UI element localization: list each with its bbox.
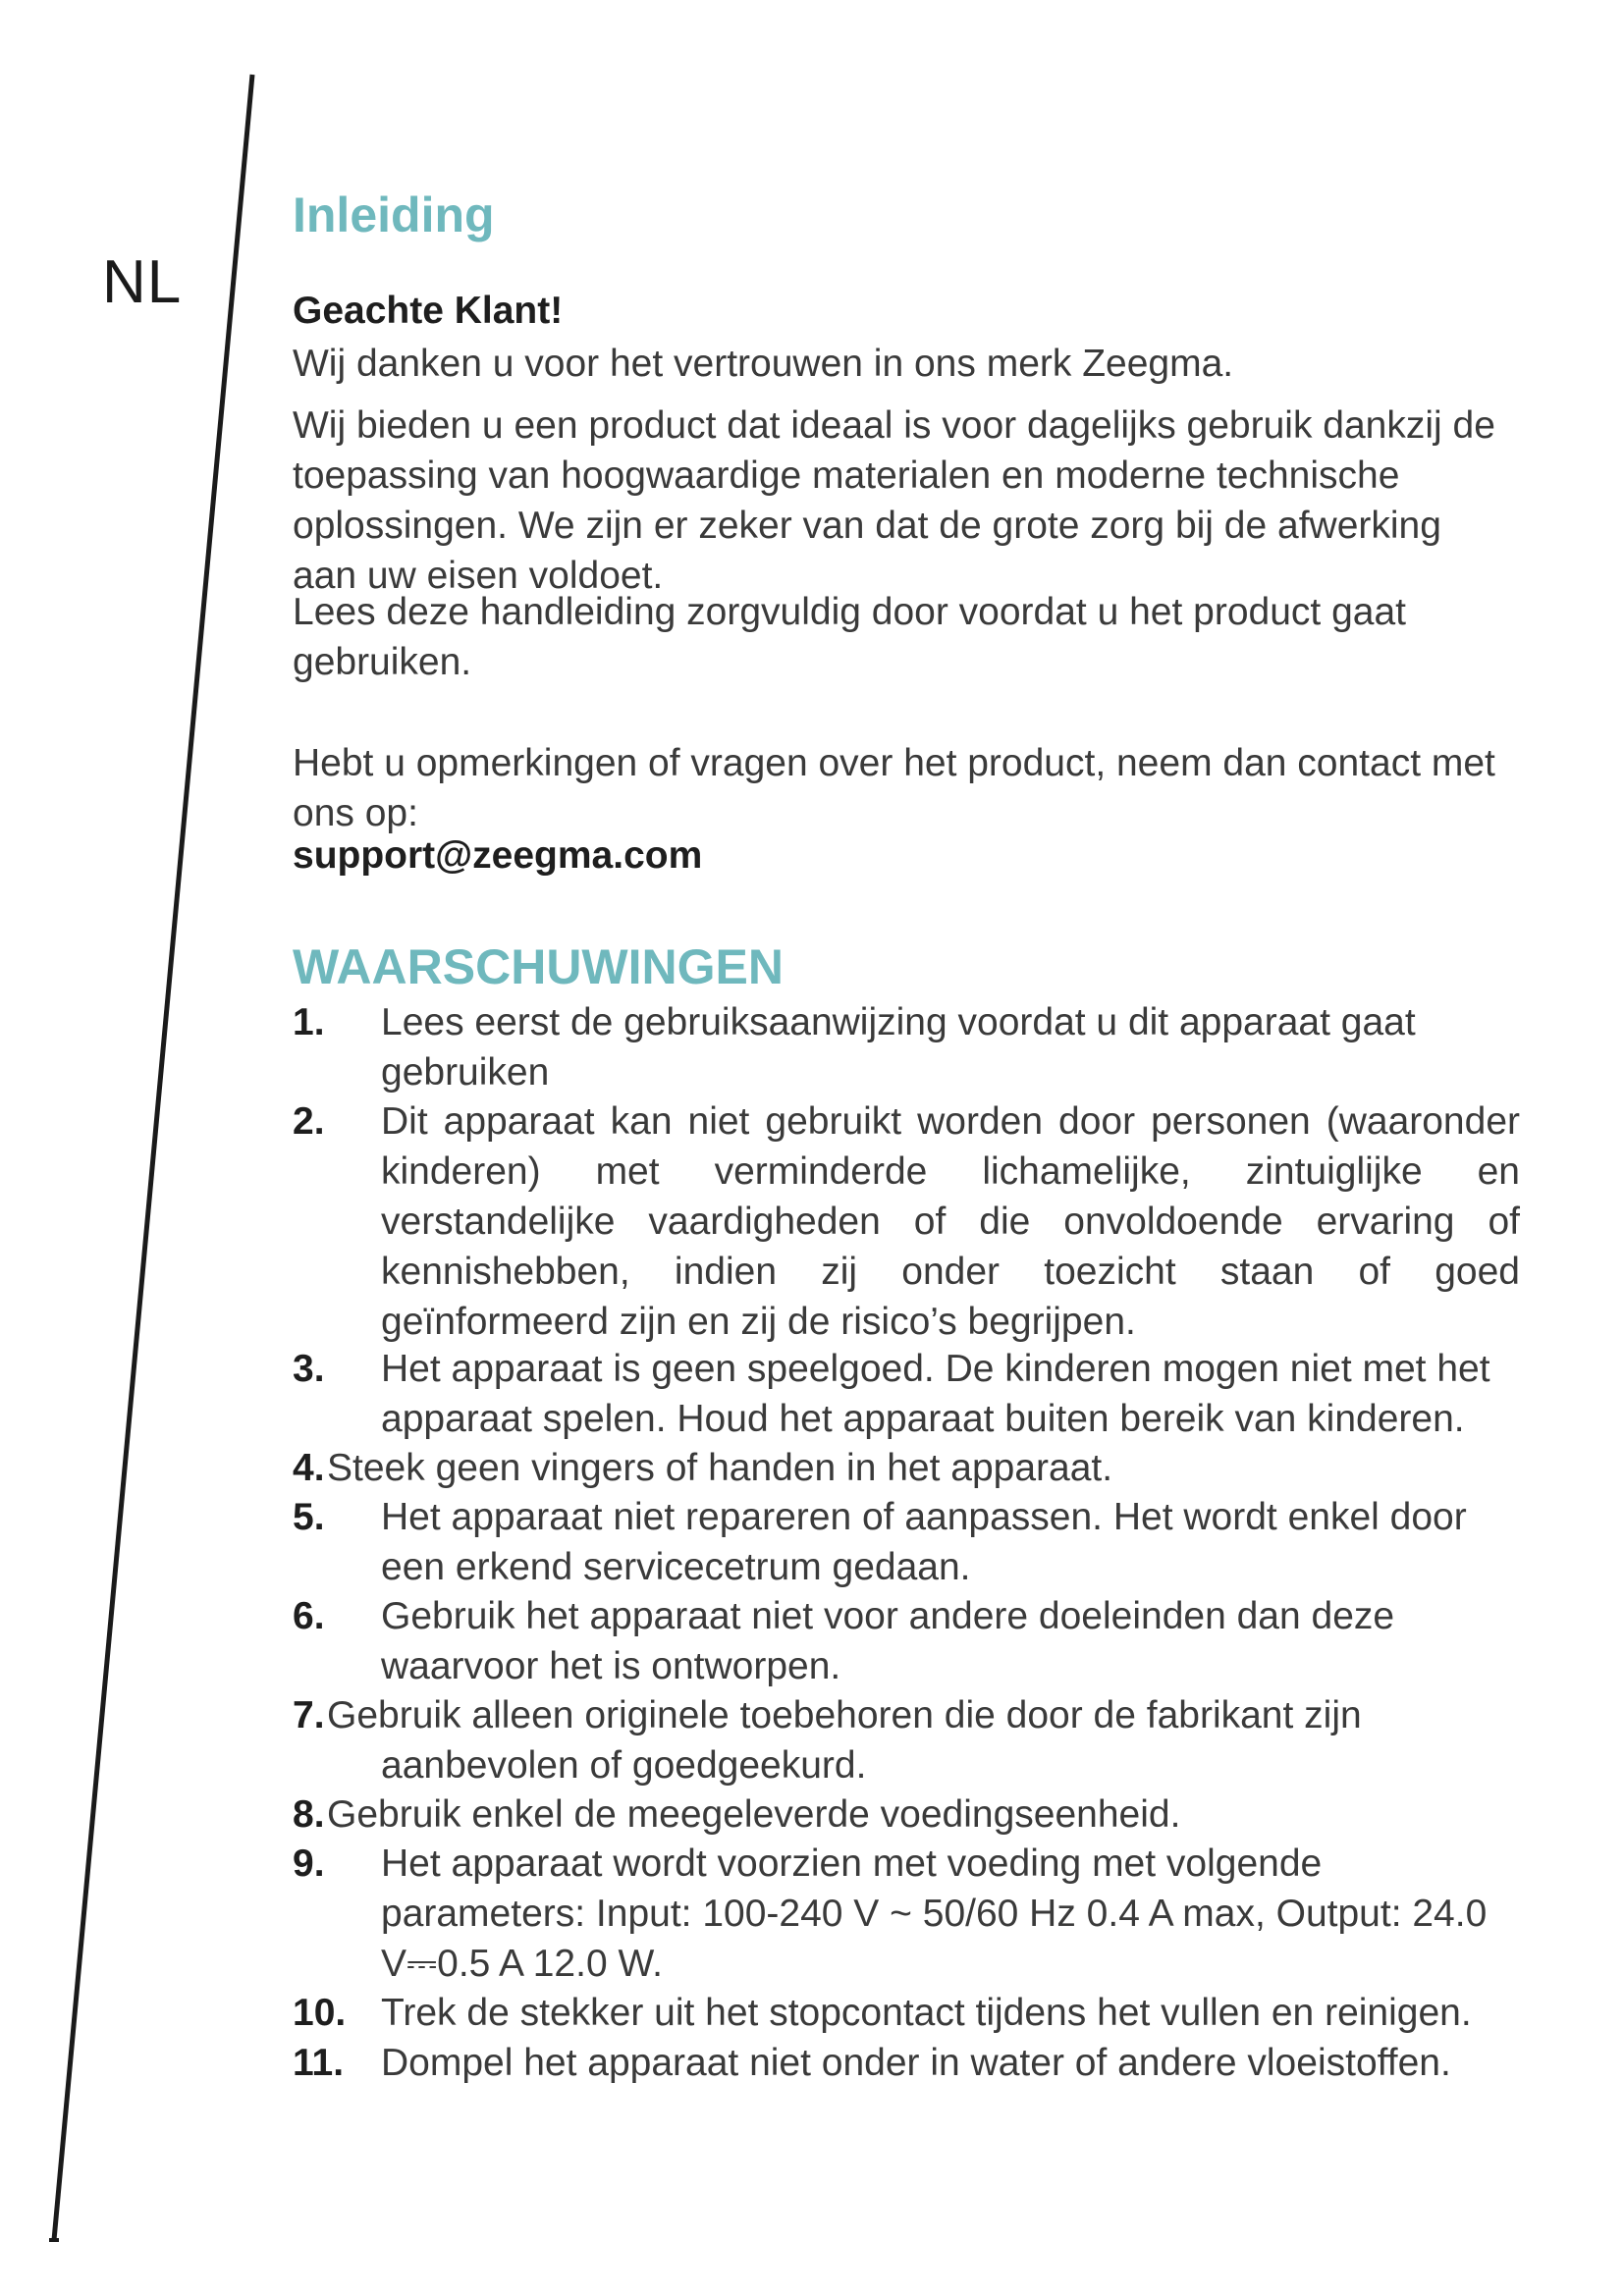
warning-text: Lees eerst de gebruiksaanwijzing voordat u dit apparaat gaat gebruiken — [381, 1001, 1416, 1094]
warning-item-2 — [293, 1096, 1520, 1347]
salutation: Geachte Klant! — [293, 290, 564, 332]
warning-text: Dit apparaat kan niet gebruikt worden door personen (waaronder kinderen) met verminderde lichamelijke, zintuiglijke en verstandelijke vaardigheden of die onvoldoende ervaring of kennishebben, indien zij onder toezicht staan of goed geïnformeerd zijn en zij de risico’s begrijpen. — [381, 1100, 1520, 1343]
warning-item-11 — [293, 2038, 1520, 2088]
warning-text: Het apparaat wordt voorzien met voeding met volgende parameters: Input: 100-240 V ~ 50/60 Hz 0.4 A max, Output: 24.0 V⎓0.5 A 12.0 W. — [381, 1842, 1488, 1985]
warning-text: Trek de stekker uit het stopcontact tijdens het vullen en reinigen. — [381, 1992, 1472, 2034]
warning-item-3 — [293, 1344, 1520, 1444]
warning-item-6 — [293, 1591, 1520, 1691]
warning-item-1 — [293, 997, 1520, 1097]
warning-number: 11. — [293, 2042, 345, 2084]
warning-number: 5. — [293, 1496, 325, 1538]
warning-text: Dompel het apparaat niet onder in water of andere vloeistoffen. — [381, 2042, 1451, 2084]
warning-item-5 — [293, 1492, 1520, 1592]
warning-number: 4. — [293, 1447, 325, 1489]
intro-heading: Inleiding — [293, 187, 495, 242]
warning-item-7 — [293, 1690, 1520, 1790]
warning-text: Het apparaat niet repareren of aanpassen. Het wordt enkel door een erkend servicecetrum gedaan. — [381, 1496, 1467, 1588]
intro-paragraph-3: Lees deze handleiding zorgvuldig door voordat u het product gaat gebruiken. — [293, 591, 1406, 683]
warning-number: 9. — [293, 1842, 325, 1885]
support-email: support@zeegma.com — [293, 834, 703, 877]
warning-number: 10. — [293, 1992, 347, 2034]
warning-text: Het apparaat is geen speelgoed. De kinderen mogen niet met het apparaat spelen. Houd het apparaat buiten bereik van kinderen. — [381, 1348, 1490, 1440]
warning-number: 6. — [293, 1595, 325, 1637]
language-code-label: NL — [102, 248, 183, 316]
warning-text: Gebruik het apparaat niet voor andere doeleinden dan deze waarvoor het is ontworpen. — [381, 1595, 1395, 1687]
warning-item-9 — [293, 1839, 1520, 1989]
warning-number: 1. — [293, 1001, 325, 1043]
warning-number: 8. — [293, 1793, 325, 1836]
warning-text: Gebruik enkel de meegeleverde voedingseenheid. — [327, 1793, 1181, 1836]
warning-number: 7. — [293, 1694, 325, 1736]
warning-item-8 — [293, 1789, 1520, 1840]
intro-paragraph-4: Hebt u opmerkingen of vragen over het product, neem dan contact met ons op: — [293, 742, 1495, 834]
warning-text: Steek geen vingers of handen in het apparaat. — [327, 1447, 1113, 1489]
warning-item-4 — [293, 1443, 1520, 1493]
warnings-heading: WAARSCHUWINGEN — [293, 939, 784, 994]
intro-paragraph-1: Wij danken u voor het vertrouwen in ons merk Zeegma. — [293, 343, 1234, 385]
warning-number: 3. — [293, 1348, 325, 1390]
warning-text: Gebruik alleen originele toebehoren die door de fabrikant zijn aanbevolen of goedgeekurd. — [327, 1694, 1362, 1787]
intro-paragraph-2: Wij bieden u een product dat ideaal is voor dagelijks gebruik dankzij de toepassing van hoogwaardige materialen en moderne technische oplossingen. We zijn er zeker van dat de grote zorg bij de afwerking aan uw eisen voldoet. — [293, 404, 1495, 597]
warning-item-10 — [293, 1988, 1520, 2038]
warning-number: 2. — [293, 1100, 325, 1143]
